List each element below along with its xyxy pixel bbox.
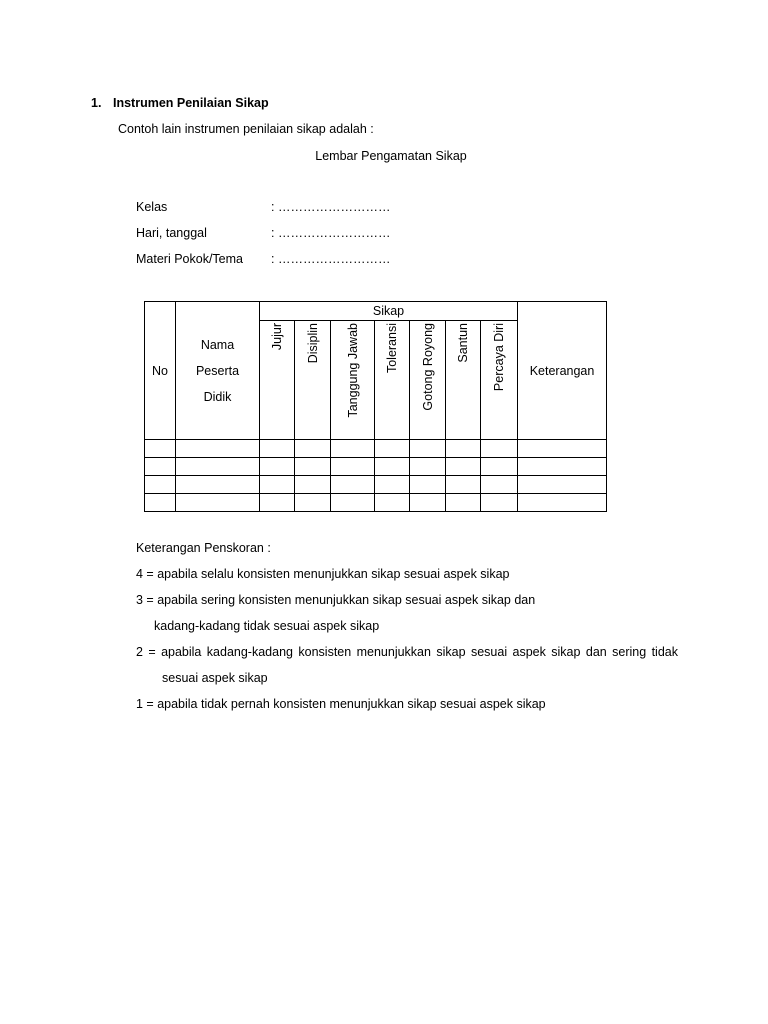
- table-row: [145, 458, 607, 476]
- field-value-hari-tanggal: : ………………………: [271, 226, 391, 240]
- header-toleransi-label: Toleransi: [385, 323, 399, 374]
- notes-title: Keterangan Penskoran :: [136, 541, 271, 555]
- score-1-text: 1 = apabila tidak pernah konsisten menunjukkan sikap sesuai aspek sikap: [136, 697, 546, 711]
- header-no: No: [145, 302, 176, 440]
- header-disiplin-label: Disiplin: [305, 323, 320, 364]
- header-toleransi: [375, 321, 410, 440]
- score-2-text: 2 = apabila kadang-kadang konsisten menunjukkan sikap sesuai aspek sikap dan sering tidak: [136, 645, 678, 659]
- score-3-text: 3 = apabila sering konsisten menunjukkan sikap sesuai aspek sikap dan: [136, 593, 536, 607]
- table-row: [145, 494, 607, 512]
- field-label-kelas: Kelas: [136, 200, 168, 214]
- header-tanggung-jawab-label: Tanggung Jawab: [345, 323, 360, 418]
- table-row: [145, 440, 607, 458]
- header-tanggung-jawab: [331, 321, 375, 440]
- header-keterangan: Keterangan: [518, 302, 607, 440]
- header-sikap: Sikap: [260, 302, 518, 321]
- attitude-observation-table: [144, 301, 607, 512]
- section-number: 1.: [91, 96, 102, 110]
- field-value-materi: : ………………………: [271, 252, 391, 266]
- score-2-continuation: sesuai aspek sikap: [162, 671, 268, 685]
- header-jujur: [260, 321, 295, 440]
- header-percaya-diri-label: Percaya Diri: [492, 323, 506, 392]
- header-nama-line: Didik: [203, 389, 232, 404]
- score-3-continuation: kadang-kadang tidak sesuai aspek sikap: [154, 619, 380, 633]
- field-label-hari-tanggal: Hari, tanggal: [136, 226, 207, 240]
- score-4-text: 4 = apabila selalu konsisten menunjukkan sikap sesuai aspek sikap: [136, 567, 510, 581]
- header-jujur-label: Jujur: [270, 323, 284, 351]
- header-santun-label: Santun: [456, 323, 470, 363]
- header-santun: [446, 321, 481, 440]
- header-disiplin: [295, 321, 331, 440]
- header-gotong-royong: [410, 321, 446, 440]
- document-title: Lembar Pengamatan Sikap: [315, 149, 467, 163]
- header-percaya-diri: [481, 321, 518, 440]
- table-row: [145, 476, 607, 494]
- intro-text: Contoh lain instrumen penilaian sikap adalah :: [118, 122, 374, 136]
- header-nama-line: Nama: [200, 337, 235, 352]
- header-nama-peserta-didik: [176, 302, 260, 440]
- field-value-kelas: : ………………………: [271, 200, 391, 214]
- header-nama-line: Peserta: [195, 363, 240, 378]
- section-title: Instrumen Penilaian Sikap: [113, 96, 269, 110]
- header-gotong-royong-label: Gotong Royong: [420, 323, 435, 411]
- field-label-materi: Materi Pokok/Tema: [136, 252, 243, 266]
